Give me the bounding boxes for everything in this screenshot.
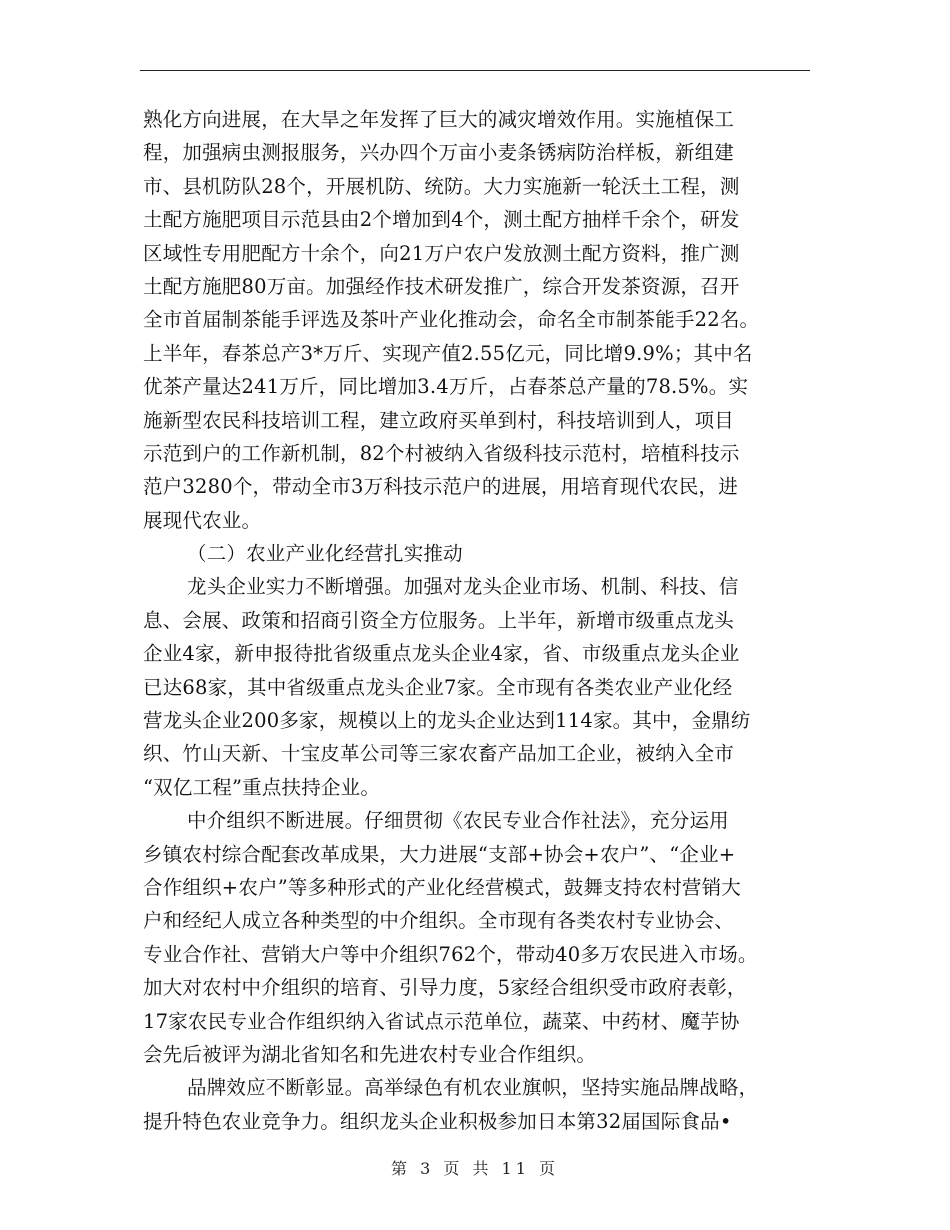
text-line: 龙头企业实力不断增强。加强对龙头企业市场、机制、科技、信: [187, 575, 739, 599]
text-line: 土配方施肥项目示范县由2个增加到4个，测土配方抽样千余个，研发: [143, 208, 740, 232]
text-line: （二）农业产业化经营扎实推动: [187, 542, 463, 566]
text-line: 展现代农业。: [143, 508, 262, 532]
text-line: 土配方施肥80万亩。加强经作技术研发推广，综合开发茶资源，召开: [143, 274, 740, 298]
text-line: 区域性专用肥配方十余个，向21万户农户发放测土配方资料，推广测: [143, 241, 740, 265]
text-line: 市、县机防队28个，开展机防、统防。大力实施新一轮沃土工程，测: [143, 174, 740, 198]
text-line: 合作组织+农户”等多种形式的产业化经营模式，鼓舞支持农村营销大: [143, 875, 742, 899]
text-line: 范户3280个，带动全市3万科技示范户的进展，用培育现代农民，进: [143, 475, 738, 499]
text-line: 提升特色农业竞争力。组织龙头企业积极参加日本第32届国际食品•: [143, 1109, 732, 1133]
text-line: 织、竹山天新、十宝皮革公司等三家农畜产品加工企业，被纳入全市: [143, 742, 735, 766]
text-line: 优茶产量达241万斤，同比增加3.4万斤，占春茶总产量的78.5%。实: [143, 375, 749, 399]
text-line: 专业合作社、营销大户等中介组织762个，带动40多万农民进入市场。: [143, 942, 758, 966]
text-line: 中介组织不断进展。仔细贯彻《农民专业合作社法》，充分运用: [187, 809, 729, 833]
text-line: 营龙头企业200多家，规模以上的龙头企业达到114家。其中，金鼎纺: [143, 709, 751, 733]
text-line: 企业4家，新申报待批省级重点龙头企业4家，省、市级重点龙头企业: [143, 642, 740, 666]
text-line: 已达68家，其中省级重点龙头企业7家。全市现有各类农业产业化经: [143, 675, 733, 699]
text-line: 施新型农民科技培训工程，建立政府买单到村，科技培训到人，项目: [143, 408, 735, 432]
text-line: 加大对农村中介组织的培育、引导力度，5家经合组织受市政府表彰，: [143, 976, 747, 1000]
text-line: 全市首届制茶能手评选及茶叶产业化推动会，命名全市制茶能手22名。: [143, 308, 760, 332]
text-line: 品牌效应不断彰显。高举绿色有机农业旗帜，坚持实施品牌战略，: [187, 1076, 759, 1100]
text-line: 17家农民专业合作组织纳入省试点示范单位，蔬菜、中药材、魔芋协: [143, 1009, 740, 1033]
text-line: 程，加强病虫测报服务，兴办四个万亩小麦条锈病防治样板，新组建: [143, 141, 735, 165]
text-line: 会先后被评为湖北省知名和先进农村专业合作组织。: [143, 1042, 597, 1066]
text-line: 息、会展、政策和招商引资全方位服务。上半年，新增市级重点龙头: [143, 608, 735, 632]
text-line: 示范到户的工作新机制，82个村被纳入省级科技示范村，培植科技示: [143, 441, 740, 465]
text-line: “双亿工程”重点扶持企业。: [143, 775, 381, 799]
text-line: 熟化方向进展，在大旱之年发挥了巨大的减灾增效作用。实施植保工: [143, 108, 735, 131]
document-body: [143, 103, 815, 1138]
text-line: 户和经纪人成立各种类型的中介组织。全市现有各类农村专业协会、: [143, 909, 735, 933]
page-footer: 第 3 页 共 11 页: [391, 1159, 559, 1178]
header-rule: [140, 70, 810, 71]
text-line: 乡镇农村综合配套改革成果，大力进展“支部+协会+农户”、“企业+: [143, 842, 736, 866]
text-line: 上半年，春茶总产3*万斤、实现产值2.55亿元，同比增9.9%；其中名: [143, 341, 753, 365]
